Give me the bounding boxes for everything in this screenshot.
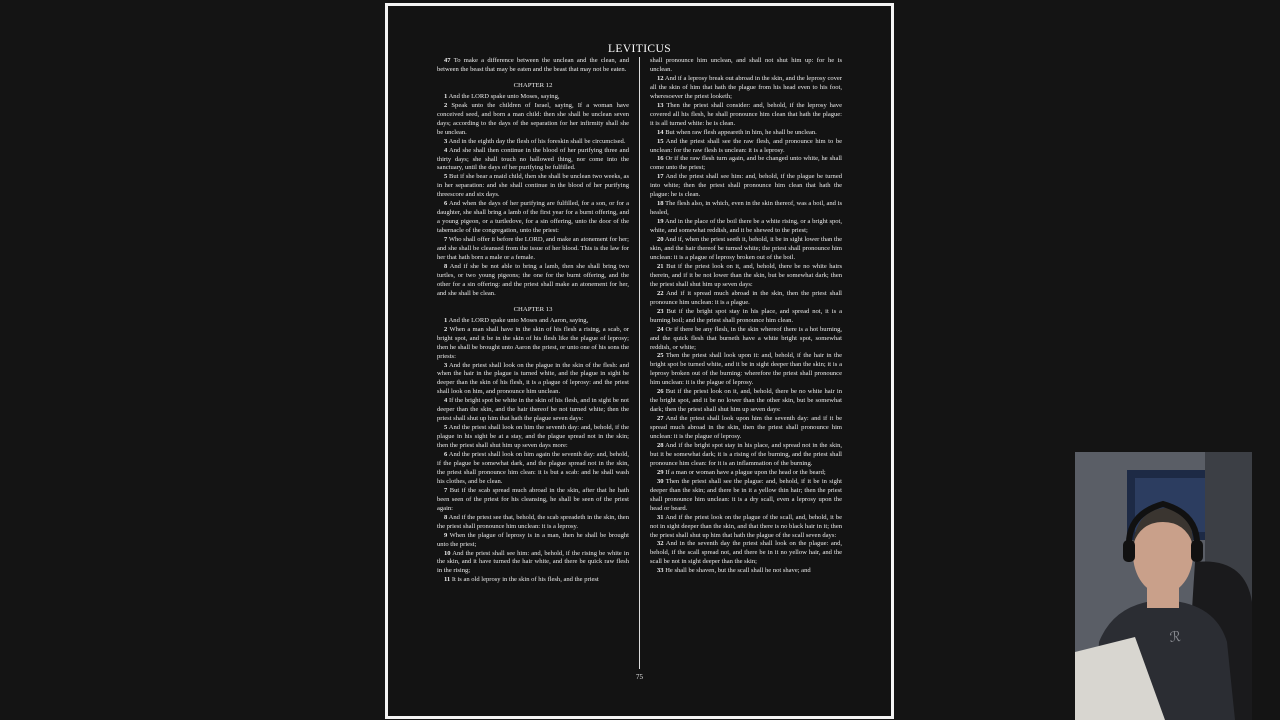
verse-number: 17 [657,173,664,181]
verse [437,397,629,424]
page-number: 75 [636,673,643,681]
verse-text: It is an old leprosy in the skin of his flesh, and the priest [451,576,599,584]
verse-text: And if it spread much abroad in the skin, then the priest shall pronounce him unclean: it is a plague. [650,289,842,306]
verse-text: When a man shall have in the skin of his flesh a rising, a scab, or bright spot, and it be in the skin of his flesh like the plague of leprosy; then he shall be brought unto Aaron the priest, or unto one of his sons the priests: [437,325,629,360]
verse [650,326,842,353]
verse [437,451,629,487]
verse-number: 5 [444,173,448,181]
verse-number: 27 [657,415,664,423]
verse-number: 15 [657,137,664,145]
verse-number: 3 [444,137,448,145]
svg-text:ℛ: ℛ [1168,629,1182,646]
verse-text: And if the bright spot stay in his place, and spread not in the skin, but it be somewhat dark; it is a rising of the burning, and the priest shall pronounce him clean: for it is an inflammation of the burning. [650,441,842,467]
left-text-column [437,57,629,669]
verse-number: 1 [444,316,448,324]
verse-text: Then the priest shall consider: and, behold, if the leprosy have covered all his flesh, he shall pronounce him clean that hath the plague: it is all turned white: he is clean. [650,101,842,127]
verse-text: And in the eighth day the flesh of his foreskin shall be circumcised. [448,137,626,145]
verse-number: 8 [444,513,448,521]
verse-text: Who shall offer it before the LORD, and make an atonement for her; and she shall be cleansed from the issue of her blood. This is the law for her that hath born a male or a female. [437,236,629,262]
verse [650,290,842,308]
verse-text: Or if there be any flesh, in the skin whereof there is a hot burning, and the quick flesh that burneth have a white bright spot, somewhat reddish, or white; [650,325,842,351]
verse [650,388,842,415]
verse-text: But if she bear a maid child, then she shall be unclean two weeks, as in her separation: and she shall continue in the blood of her purifying threescore and six days. [437,173,629,199]
verse [437,93,629,102]
verse-number: 18 [657,200,664,208]
verse-number: 14 [657,128,664,136]
verse-number: 28 [657,441,664,449]
verse-text: And if a leprosy break out abroad in the skin, and the leprosy cover all the skin of him that hath the plague from his head even to his foot, wheresoever the priest looketh; [650,74,842,100]
verse [437,57,629,75]
verse [437,263,629,299]
verse [650,478,842,514]
verse-number: 20 [657,236,664,244]
verse-text: shall pronounce him unclean, and shall not shut him up: for he is unclean. [650,57,842,73]
verse-text: And the priest shall look on him the seventh day: and, behold, if the plague in his sight be at a stay, and the plague spread not in the skin; then the priest shall shut him up seven days more: [437,424,629,450]
verse-number: 23 [657,307,664,315]
verse [437,138,629,147]
verse-text: And if she be not able to bring a lamb, then she shall bring two turtles, or two young pigeons; the one for the burnt offering, and the other for a sin offering: and the priest shall make an atonement for her, and she shall be clean. [437,262,629,297]
verse-number: 29 [657,468,664,476]
verse-number: 2 [444,101,448,109]
verse [650,442,842,469]
verse-number: 4 [444,397,448,405]
verse-number: 13 [657,101,664,109]
verse-text: To make a difference between the unclean and the clean, and between the beast that may be eaten and the beast that may not be eaten. [437,57,629,73]
verse-text: If the bright spot be white in the skin of his flesh, and in sight be not deeper than the skin, and the hair thereof be not turned white; then the priest shall shut up him that hath the plague seven days: [437,397,629,423]
verse-number: 30 [657,477,664,485]
verse [437,532,629,550]
verse-text: And if the priest look on the plague of the scall, and, behold, it be not in sight deeper than the skin, and that there is no black hair in it; then the priest shall shut up him that hath the plague of the scall seven days: [650,513,842,539]
verse-number: 1 [444,92,448,100]
verse-text: But when raw flesh appeareth in him, he shall be unclean. [665,128,817,136]
verse [650,155,842,173]
verse-text: Then the priest shall look upon it: and, behold, if the hair in the bright spot be turned white, and it be in sight deeper than the skin; it is a leprosy broken out of the burning: wherefore the priest shall pronounce him unclean: it is the plague of leprosy. [650,352,842,387]
verse [650,567,842,576]
verse-number: 10 [444,549,451,557]
verse-text: Or if the raw flesh turn again, and be changed unto white, he shall come unto the priest; [650,155,842,172]
verse [437,487,629,514]
verse-text: And the priest shall look upon him the seventh day: and if it be spread much abroad in the skin, then the priest shall pronounce him unclean: it is the plague of leprosy. [650,415,842,441]
verse [650,173,842,200]
verse [437,102,629,138]
verse [437,200,629,236]
verse [437,576,629,585]
verse-text: When the plague of leprosy is in a man, then he shall be brought unto the priest; [437,531,629,548]
verse-text: And the priest shall look on the plague in the skin of the flesh: and when the hair in the plague is turned white, and the plague in sight be deeper than the skin of his flesh, it is a plague of leprosy: and the priest shall look on him, and pronounce him unclean. [437,361,629,396]
verse-text: And the priest shall see him: and, behold, if the plague be turned into white; then the priest shall pronounce him clean that hath the plague: he is clean. [650,173,842,199]
chapter-heading: CHAPTER 13 [513,305,553,313]
verse-text: And the priest shall look on him again the seventh day: and, behold, if the plague be somewhat dark, and the plague spread not in the skin, the priest shall pronounce him clean: it is but a scab: and he shall wash his clothes, and be clean. [437,451,629,485]
verse [650,218,842,236]
verse [650,540,842,567]
presenter-video-frame [1075,452,1252,720]
verse-number: 2 [444,325,448,333]
chapter-heading: CHAPTER 12 [513,81,553,89]
verse-number: 33 [657,567,664,575]
verse [650,514,842,541]
verse-text: But if the priest look on it, and, behold, there be no white hairs therein, and if it be not lower than the skin, but be somewhat dark; then the priest shall shut him up seven days: [650,262,842,288]
verse [650,308,842,326]
verse-number: 16 [657,155,664,163]
verse [437,514,629,532]
verse-text: And when the days of her purifying are fulfilled, for a son, or for a daughter, she shall bring a lamb of the first year for a burnt offering, and a young pigeon, or a turtledove, for a sin offering, unto the door of the tabernacle of the congregation, unto the priest: [437,200,629,235]
verse-number: 7 [444,486,448,494]
verse [437,550,629,577]
verse-text: Speak unto the children of Israel, saying, If a woman have conceived seed, and born a man child: then she shall be unclean seven days; according to the days of the separation for her infirmity shall she be unclean. [437,101,629,136]
verse [437,236,629,263]
verse-text: The flesh also, in which, even in the skin thereof, was a boil, and is healed, [650,200,842,217]
scripture-page [385,3,894,719]
verse [437,362,629,398]
verse-number: 19 [657,218,664,226]
verse [650,57,842,75]
verse-text: And she shall then continue in the blood of her purifying three and thirty days; she shall touch no hallowed thing, nor come into the sanctuary, until the days of her purifying be fulfilled. [437,146,629,172]
verse-number: 31 [657,513,664,521]
verse [650,236,842,263]
verse-number: 3 [444,361,448,369]
verse-number: 24 [657,325,664,333]
verse-number: 22 [657,289,664,297]
verse-text: But if the priest look on it, and, behold, there be no white hair in the bright spot, and it be no lower than the other skin, but be somewhat dark; then the priest shall shut him up seven days: [650,388,842,414]
verse-text: And if, when the priest seeth it, behold, it be in sight lower than the skin, and the hair thereof be turned white; the priest shall pronounce him unclean: it is a plague of leprosy broken out of the boil. [650,236,842,261]
verse [437,173,629,200]
verse-text: Then the priest shall see the plague: and, behold, if it be in sight deeper than the skin; and there be in it a yellow thin hair; then the priest shall pronounce him unclean: it is a dry scall, even a leprosy upon the head or beard. [650,477,842,512]
verse-text: And the LORD spake unto Moses and Aaron, saying, [448,316,589,324]
verse [650,75,842,102]
verse [650,102,842,129]
verse-number: 6 [444,200,448,208]
verse-number: 9 [444,531,448,539]
verse-number: 32 [657,540,664,548]
verse-text: If a man or woman have a plague upon the head or the beard; [665,468,826,476]
verse [650,200,842,218]
column-divider [639,57,640,669]
verse-text: But if the bright spot stay in his place, and spread not, it is a burning boil; and the priest shall pronounce him clean. [650,307,842,324]
verse [437,147,629,174]
running-head: LEVITICUS [607,43,671,55]
verse-text: And in the place of the boil there be a white rising, or a bright spot, white, and somewhat reddish, and it be shewed to the priest; [650,218,842,235]
verse-number: 21 [657,262,664,270]
verse-number: 26 [657,388,664,396]
verse [650,129,842,138]
verse [650,263,842,290]
verse-number: 4 [444,146,448,154]
verse [437,326,629,362]
verse-number: 8 [444,262,448,270]
verse-text: And the LORD spake unto Moses, saying, [448,92,560,100]
verse-number: 47 [444,57,451,64]
verse [650,138,842,156]
webcam-overlay [1075,452,1252,720]
verse-text: And the priest shall see the raw flesh, and pronounce him to be unclean: for the raw flesh is unclean: it is a leprosy. [650,137,842,154]
verse-number: 12 [657,74,664,82]
right-text-column [650,57,842,669]
verse-number: 6 [444,451,448,459]
verse-number: 5 [444,424,448,432]
verse-text: And in the seventh day the priest shall look on the plague: and, behold, if the scall spread not, and there be in it no yellow hair, and the scall be not in sight deeper than the skin; [650,540,842,566]
verse-number: 7 [444,236,448,244]
verse-text: But if the scab spread much abroad in the skin, after that he hath been seen of the priest for his cleansing, he shall be seen of the priest again: [437,486,629,512]
verse-text: And the priest shall see him: and, behold, if the rising be white in the skin, and it have turned the hair white, and there be quick raw flesh in the rising; [437,549,629,575]
verse-text: He shall be shaven, but the scall shall he not shave; and [665,567,811,575]
verse-number: 11 [444,576,451,584]
verse [650,415,842,442]
verse [437,317,629,326]
verse [650,352,842,388]
verse [437,424,629,451]
verse-number: 25 [657,352,664,360]
verse-text: And if the priest see that, behold, the scab spreadeth in the skin, then the priest shall pronounce him unclean: it is a leprosy. [437,513,629,530]
verse [650,469,842,478]
